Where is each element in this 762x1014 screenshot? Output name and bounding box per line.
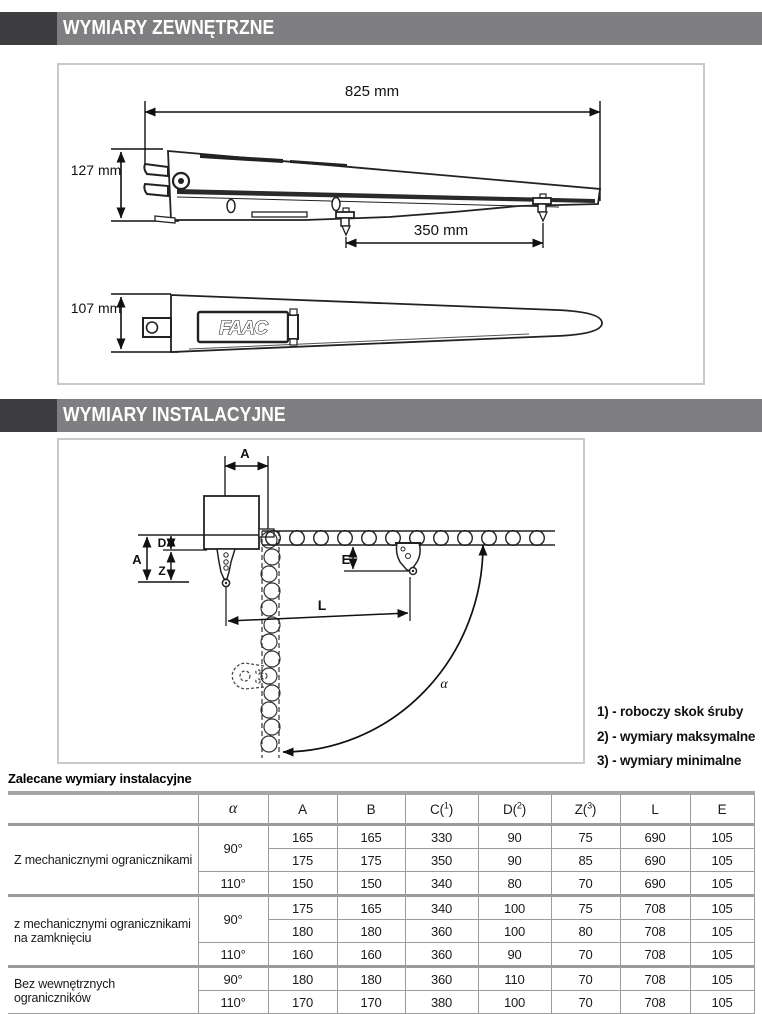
table-cell: 105 bbox=[690, 967, 754, 991]
faac-logo: FAAC bbox=[219, 318, 267, 339]
table-cell: 105 bbox=[690, 920, 754, 943]
dimension-825-label: 825 mm bbox=[344, 83, 400, 100]
table-cell: 105 bbox=[690, 872, 754, 896]
angle-cell: 110° bbox=[198, 943, 268, 967]
dim-e-label: E bbox=[341, 552, 351, 567]
col-header-z: Z($^3$) bbox=[551, 793, 620, 825]
table-cell: 340 bbox=[405, 872, 478, 896]
operator-body bbox=[144, 151, 600, 235]
mounting-foot-left bbox=[336, 208, 354, 235]
group-label: z mechanicznymi ogranicznikami na zamknięciu bbox=[8, 896, 198, 967]
dim-a-left-label: A bbox=[132, 552, 142, 567]
footnotes bbox=[597, 700, 755, 774]
table-cell: 90 bbox=[478, 849, 551, 872]
footnote-1: 1) - roboczy skok śruby bbox=[597, 704, 744, 719]
table-cell: 160 bbox=[337, 943, 405, 967]
table-cell: 105 bbox=[690, 943, 754, 967]
external-dimensions-figure bbox=[57, 63, 705, 385]
table-cell: 690 bbox=[620, 825, 690, 849]
table-cell: 175 bbox=[268, 849, 337, 872]
table-cell: 180 bbox=[337, 920, 405, 943]
table-cell: 85 bbox=[551, 849, 620, 872]
dim-l-label: L bbox=[317, 597, 327, 613]
table-cell: 105 bbox=[690, 849, 754, 872]
table-cell: 690 bbox=[620, 872, 690, 896]
table-cell: 360 bbox=[405, 943, 478, 967]
table-row bbox=[8, 825, 754, 849]
group-label: Z mechanicznymi ogranicznikami bbox=[8, 825, 198, 896]
gate-bracket bbox=[395, 543, 421, 575]
opening-arc bbox=[283, 545, 483, 752]
table-cell: 380 bbox=[405, 991, 478, 1014]
dimension-350 bbox=[346, 222, 543, 248]
table-cell: 75 bbox=[551, 896, 620, 920]
header-accent-square bbox=[0, 12, 57, 45]
section-title-external: WYMIARY ZEWNĘTRZNE bbox=[63, 17, 275, 39]
angle-cell: 110° bbox=[198, 872, 268, 896]
table-cell: 708 bbox=[620, 920, 690, 943]
table-cell: 708 bbox=[620, 896, 690, 920]
section-header-external bbox=[0, 12, 762, 45]
table-cell: 708 bbox=[620, 991, 690, 1014]
dimension-127-label: 127 mm bbox=[70, 162, 122, 178]
table-cell: 70 bbox=[551, 967, 620, 991]
col-header-empty bbox=[8, 793, 198, 825]
footnote-2: 2) - wymiary maksymalne bbox=[597, 728, 756, 744]
dimension-z bbox=[158, 552, 171, 580]
operator-side-view-drawing bbox=[59, 65, 703, 383]
table-cell: 150 bbox=[337, 872, 405, 896]
table-cell: 110 bbox=[478, 967, 551, 991]
angle-cell: 110° bbox=[198, 991, 268, 1014]
dimension-l bbox=[226, 577, 410, 626]
section-title-installation: WYMIARY INSTALACYJNE bbox=[63, 404, 286, 426]
table-cell: 100 bbox=[478, 920, 551, 943]
table-cell: 360 bbox=[405, 967, 478, 991]
section-header-installation bbox=[0, 399, 762, 432]
footnote-3: 3) - wymiary minimalne bbox=[597, 753, 742, 768]
table-cell: 165 bbox=[337, 896, 405, 920]
table-cell: 350 bbox=[405, 849, 478, 872]
dim-a-top-label: A bbox=[240, 446, 250, 461]
col-header-d: D($^2$) bbox=[478, 793, 551, 825]
table-cell: 180 bbox=[268, 920, 337, 943]
table-cell: 90 bbox=[478, 825, 551, 849]
table-cell: 160 bbox=[268, 943, 337, 967]
dimension-107-label: 107 mm bbox=[70, 300, 122, 316]
table-header-row bbox=[8, 793, 754, 825]
table-cell: 180 bbox=[268, 967, 337, 991]
col-header-e: E bbox=[690, 793, 754, 825]
operator-arm bbox=[143, 295, 602, 352]
dim-alpha-label: α bbox=[440, 677, 448, 692]
table-row bbox=[8, 896, 754, 920]
table-cell: 80 bbox=[478, 872, 551, 896]
angle-cell: 90° bbox=[198, 896, 268, 943]
col-header-alpha: α bbox=[198, 793, 268, 825]
angle-cell: 90° bbox=[198, 825, 268, 872]
dimension-350-label: 350 mm bbox=[413, 222, 469, 239]
table-cell: 105 bbox=[690, 991, 754, 1014]
group-label: Bez wewnętrznych ograniczników bbox=[8, 967, 198, 1014]
dimension-d bbox=[158, 536, 207, 550]
table-cell: 340 bbox=[405, 896, 478, 920]
installation-dimensions-figure bbox=[57, 438, 585, 764]
table-cell: 360 bbox=[405, 920, 478, 943]
dim-d-label: D bbox=[157, 536, 167, 550]
col-header-l: L bbox=[620, 793, 690, 825]
table-cell: 90 bbox=[478, 943, 551, 967]
col-header-a: A bbox=[268, 793, 337, 825]
table-cell: 708 bbox=[620, 943, 690, 967]
mounting-foot-right bbox=[533, 194, 551, 221]
recommended-dimensions-table bbox=[8, 791, 755, 1014]
table-cell: 170 bbox=[268, 991, 337, 1014]
table-cell: 690 bbox=[620, 849, 690, 872]
table-cell: 175 bbox=[268, 896, 337, 920]
table-cell: 165 bbox=[337, 825, 405, 849]
table-cell: 100 bbox=[478, 896, 551, 920]
pillar bbox=[261, 531, 280, 758]
table-row bbox=[8, 967, 754, 991]
table-cell: 175 bbox=[337, 849, 405, 872]
table-cell: 180 bbox=[337, 967, 405, 991]
col-header-b: B bbox=[337, 793, 405, 825]
installation-top-view-drawing bbox=[59, 440, 583, 762]
dim-z-label: Z bbox=[158, 564, 166, 578]
col-header-c: C($^1$) bbox=[405, 793, 478, 825]
table-cell: 105 bbox=[690, 896, 754, 920]
table-cell: 100 bbox=[478, 991, 551, 1014]
table-cell: 70 bbox=[551, 991, 620, 1014]
table-title: Zalecane wymiary instalacyjne bbox=[8, 771, 192, 786]
post-bracket bbox=[217, 549, 235, 587]
table-cell: 170 bbox=[337, 991, 405, 1014]
table-cell: 80 bbox=[551, 920, 620, 943]
table-cell: 70 bbox=[551, 943, 620, 967]
table-cell: 150 bbox=[268, 872, 337, 896]
angle-cell: 90° bbox=[198, 967, 268, 991]
table-cell: 75 bbox=[551, 825, 620, 849]
table-cell: 105 bbox=[690, 825, 754, 849]
header-accent-square bbox=[0, 399, 57, 432]
table-cell: 708 bbox=[620, 967, 690, 991]
table-cell: 70 bbox=[551, 872, 620, 896]
table-cell: 165 bbox=[268, 825, 337, 849]
table-cell: 330 bbox=[405, 825, 478, 849]
